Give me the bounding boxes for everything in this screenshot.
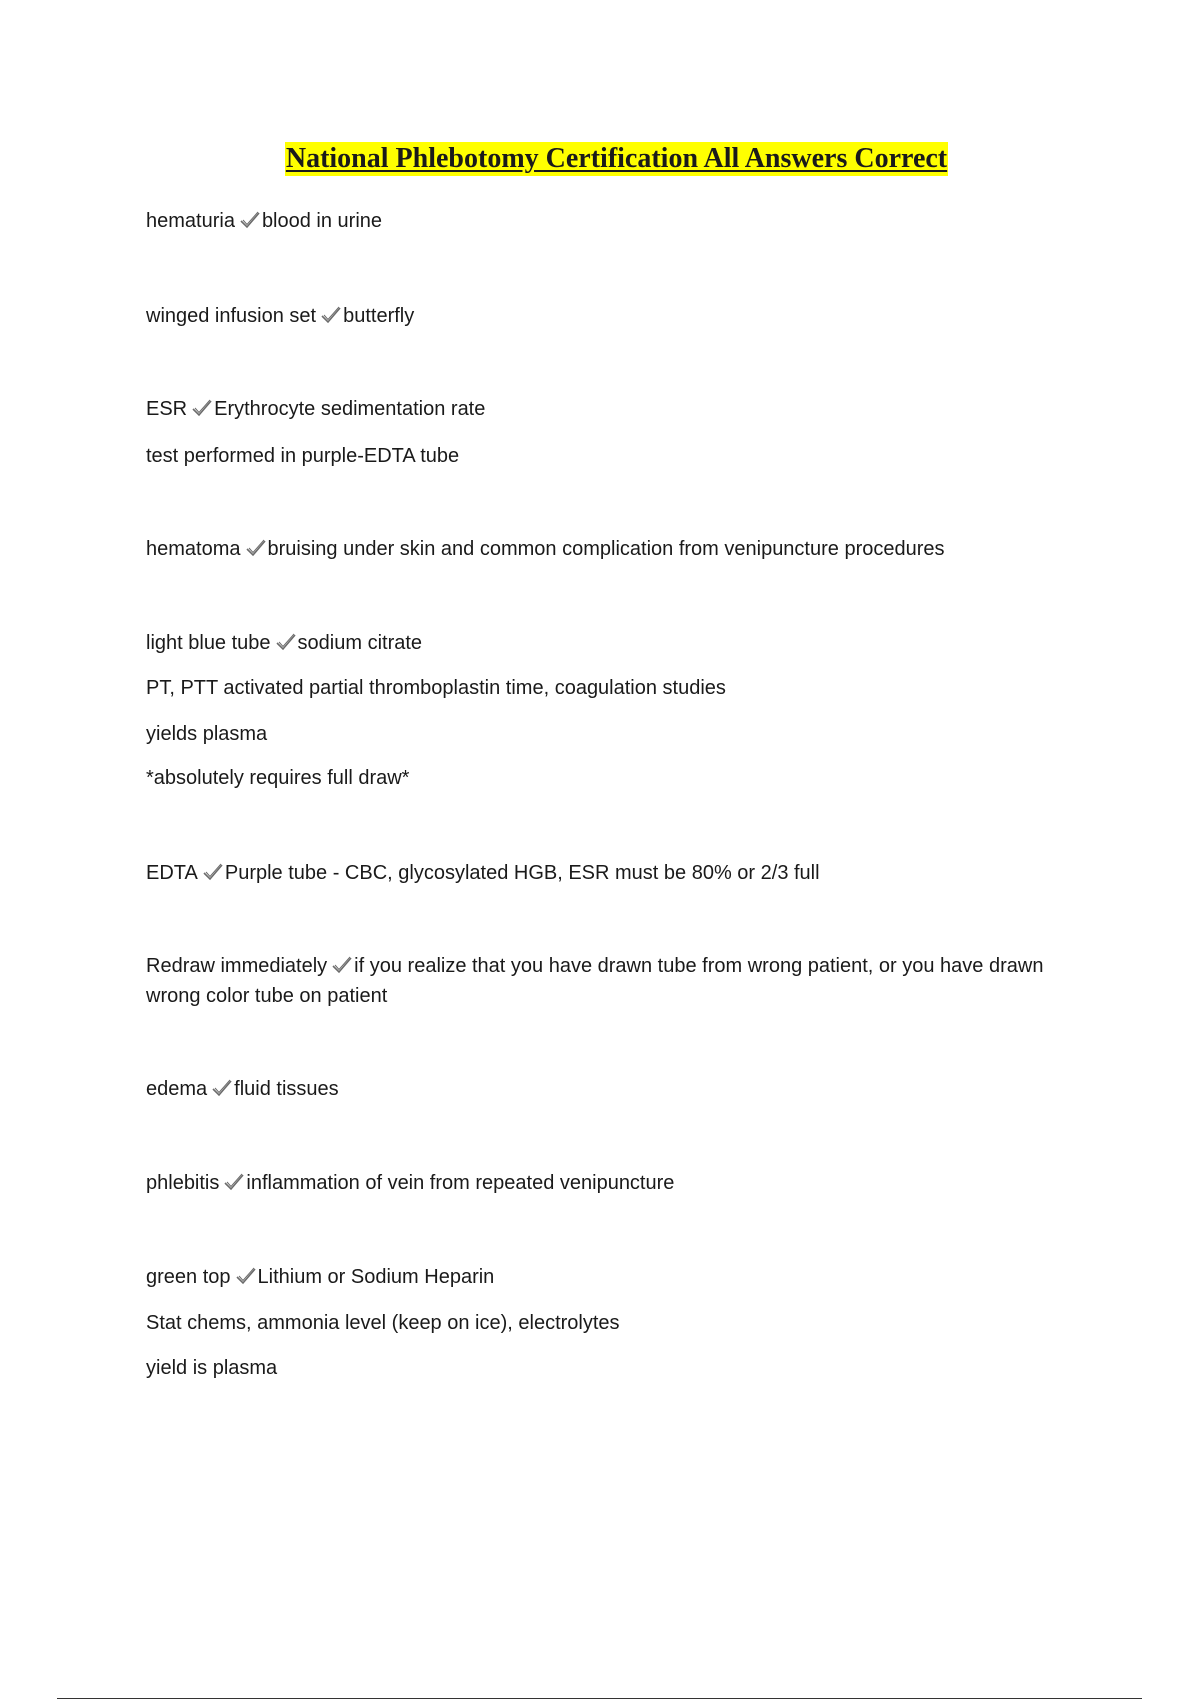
- answer: blood in urine: [261, 210, 383, 232]
- entry-hematuria: [146, 206, 382, 236]
- entry-green-top-detail-1: Stat chems, ammonia level (keep on ice), electrolytes: [146, 1312, 620, 1334]
- answer: bruising under skin and common complication from venipuncture procedures: [267, 538, 945, 560]
- footer-divider: [57, 1698, 1142, 1699]
- term: hematuria: [146, 210, 235, 232]
- checkmark-icon: [331, 956, 353, 974]
- entry-winged-infusion-set: [146, 301, 414, 331]
- entry-esr: [146, 394, 485, 424]
- term: phlebitis: [146, 1172, 220, 1194]
- term: ESR: [146, 398, 188, 420]
- checkmark-icon: [245, 539, 267, 557]
- term: Redraw immediately: [146, 955, 328, 977]
- checkmark-icon: [239, 211, 261, 229]
- checkmark-icon: [275, 633, 297, 651]
- answer: inflammation of vein from repeated venipuncture: [246, 1172, 675, 1194]
- entry-green-top-detail-2: yield is plasma: [146, 1357, 278, 1379]
- answer: if you realize that you have drawn tube from wrong patient, or you have drawn wrong color tube on patient: [146, 955, 1044, 1007]
- checkmark-icon: [223, 1173, 245, 1191]
- checkmark-icon: [320, 306, 342, 324]
- entry-esr-detail: test performed in purple-EDTA tube: [146, 445, 460, 467]
- term: edema: [146, 1078, 208, 1100]
- term: winged infusion set: [146, 305, 317, 327]
- entry-light-blue-tube: [146, 628, 422, 658]
- answer: sodium citrate: [297, 632, 423, 654]
- entry-redraw-immediately: [146, 951, 1096, 1011]
- term: EDTA: [146, 862, 198, 884]
- answer: Purple tube - CBC, glycosylated HGB, ESR must be 80% or 2/3 full: [224, 862, 820, 884]
- answer: Erythrocyte sedimentation rate: [214, 398, 486, 420]
- checkmark-icon: [191, 399, 213, 417]
- entry-edema: [146, 1074, 339, 1104]
- entry-light-blue-detail-1: PT, PTT activated partial thromboplastin time, coagulation studies: [146, 677, 726, 699]
- entry-light-blue-detail-3: *absolutely requires full draw*: [146, 767, 410, 789]
- entry-edta: [146, 858, 820, 888]
- answer: fluid tissues: [234, 1078, 339, 1100]
- term: light blue tube: [146, 632, 271, 654]
- checkmark-icon: [211, 1079, 233, 1097]
- term: hematoma: [146, 538, 241, 560]
- answer: butterfly: [343, 305, 415, 327]
- entry-light-blue-detail-2: yields plasma: [146, 723, 268, 745]
- checkmark-icon: [235, 1267, 257, 1285]
- checkmark-icon: [202, 863, 224, 881]
- page-title: National Phlebotomy Certification All Answers Correct: [285, 143, 948, 174]
- entry-green-top: [146, 1262, 494, 1292]
- title-container: [0, 142, 1200, 176]
- answer: Lithium or Sodium Heparin: [257, 1266, 495, 1288]
- entry-hematoma: [146, 534, 945, 564]
- term: green top: [146, 1266, 231, 1288]
- entry-phlebitis: [146, 1168, 674, 1198]
